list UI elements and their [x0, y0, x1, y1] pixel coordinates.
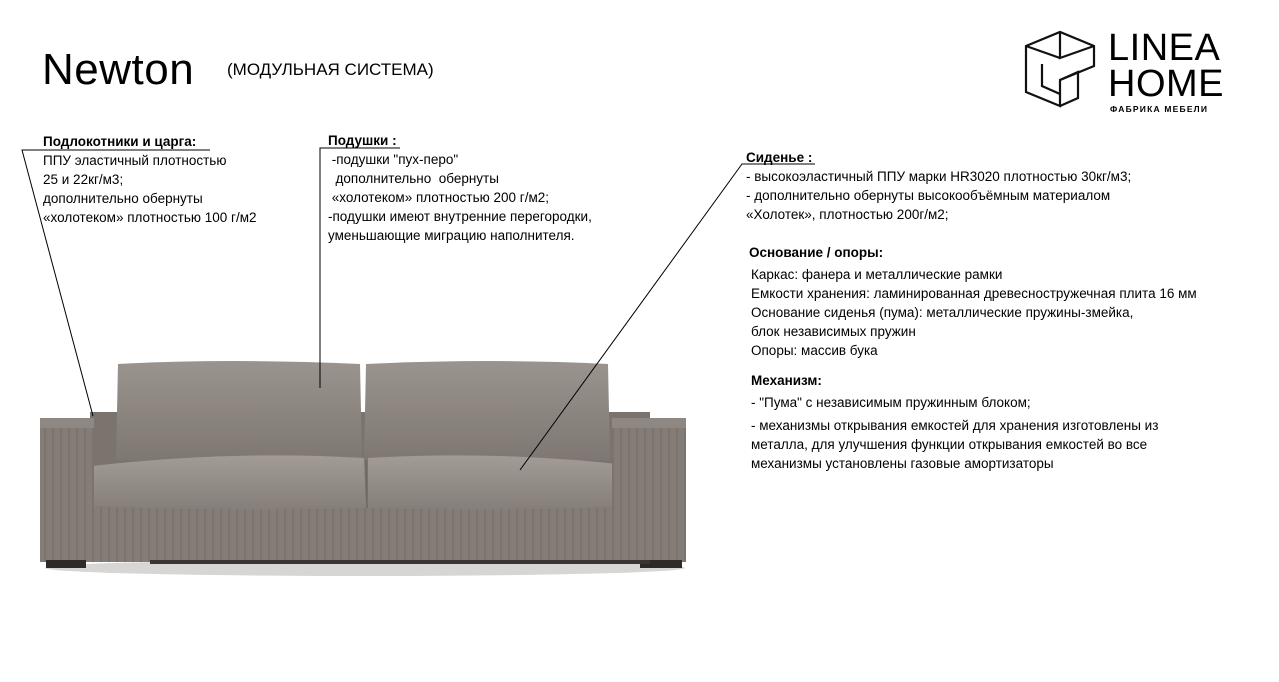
mechanism-line: - "Пума" с независимым пружинным блоком; [751, 395, 1031, 410]
seat-cushion-left [92, 455, 366, 509]
seat-spec [746, 148, 1131, 224]
armrest-left [40, 422, 94, 562]
armrests-line: 25 и 22кг/м3; [43, 172, 124, 187]
base-line: блок независимых пружин [751, 324, 916, 339]
base-line: Основание сиденья (пума): металлические пружины-змейка, [751, 305, 1134, 320]
sofa-leg [46, 560, 86, 568]
seat-heading: Сиденье : [746, 150, 813, 165]
seat-line: - дополнительно обернуты высокообъёмным материалом [746, 188, 1111, 203]
logo-tagline: ФАБРИКА МЕБЕЛИ [1110, 104, 1209, 114]
mechanism-line: металла, для улучшения функции открывания емкостей во все [751, 437, 1148, 452]
mechanism-line: механизмы установлены газовые амортизаторы [751, 456, 1054, 471]
seat-cushion-right [368, 455, 636, 509]
cushions-spec [328, 131, 592, 245]
cushions-line: -подушки имеют внутренние перегородки, [328, 209, 592, 224]
base-heading: Основание / опоры: [749, 245, 884, 260]
armrests-line: ППУ эластичный плотностью [43, 153, 227, 168]
armrests-line: «холотеком» плотностью 100 г/м2 [43, 210, 257, 225]
logo-brand-text: LINEA HOME [1108, 27, 1224, 105]
base-line: Каркас: фанера и металлические рамки [751, 267, 1003, 282]
back-cushion-left [116, 361, 362, 463]
sofa-plinth [150, 560, 650, 564]
cushions-line: «холотеком» плотностью 200 г/м2; [328, 190, 549, 205]
cube-logo-icon [1022, 28, 1102, 108]
mechanism-spec [751, 371, 1158, 473]
back-cushion-right [364, 361, 610, 463]
sofa-illustration [30, 350, 700, 580]
armrests-spec [43, 132, 256, 227]
cushions-line: -подушки "пух-перо" [328, 152, 459, 167]
base-line: Емкости хранения: ламинированная древесностружечная плита 16 мм [751, 286, 1197, 301]
armrest-right [612, 422, 686, 562]
base-line: Опоры: массив бука [751, 343, 878, 358]
product-title: Newton [42, 45, 195, 94]
armrests-line: дополнительно обернуты [43, 191, 203, 206]
seat-line: «Холотек», плотностью 200г/м2; [746, 207, 949, 222]
product-subtitle: (МОДУЛЬНАЯ СИСТЕМА) [227, 60, 434, 79]
seat-line: - высокоэластичный ППУ марки HR3020 плотностью 30кг/м3; [746, 169, 1132, 184]
mechanism-line: - механизмы открывания емкостей для хранения изготовлены из [751, 418, 1159, 433]
base-spec [749, 243, 1197, 360]
cushions-line: дополнительно обернуты [328, 171, 499, 186]
armrests-heading: Подлокотники и царга: [43, 134, 197, 149]
cushions-line: уменьшающие миграцию наполнителя. [328, 228, 575, 243]
brand-logo [1022, 28, 1232, 120]
sofa-base [88, 500, 648, 562]
cushions-heading: Подушки : [328, 133, 397, 148]
mechanism-heading: Механизм: [751, 373, 822, 388]
